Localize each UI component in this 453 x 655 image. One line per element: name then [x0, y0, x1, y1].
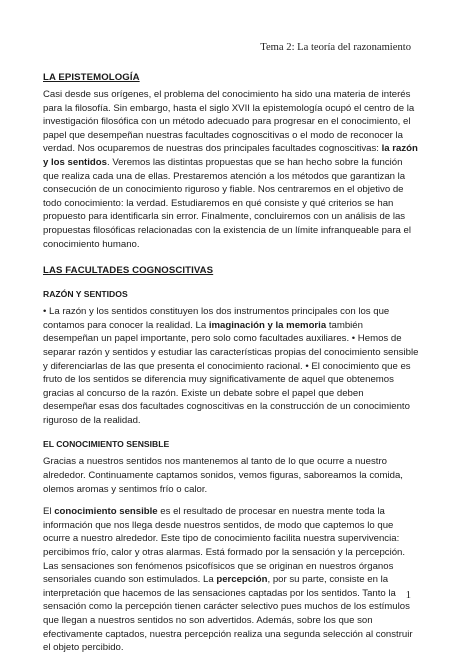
text-run: El [43, 506, 55, 518]
paragraph-conocimiento-sensible [43, 505, 419, 655]
text-run: , por su parte, consiste en la interpretación que hacemos de las sensaciones captadas por los sentidos. Tanto la sensación como la percepción tienen carácter selectivo pues muchos de los estímulos que llegan a nuestros sentidos no son advertidos. Además, sobre los que son efectivamente captados, nuestra percepción realiza una segunda selección al construir el objeto percibido. [43, 574, 413, 654]
text-run: Casi desde sus orígenes, el problema del conocimiento ha sido una materia de interés para la filosofía. Sin embargo, hasta el siglo XVII la epistemología ocupó el centro de la investigación filosófica con un método adecuado para progresar en el conocimiento, el papel que desempeñan nuestras facultades cognoscitivas o el modo de reconocer la verdad. Nos ocuparemos de nuestras dos principales facultades cognoscitivas: [43, 89, 415, 155]
bold-term-imaginacion-memoria: imaginación y la memoria [208, 319, 327, 331]
subsection-heading-razon-sentidos: RAZÓN Y SENTIDOS [43, 289, 128, 300]
section-heading-epistemologia: LA EPISTEMOLOGÍA [43, 72, 140, 83]
bold-term-percepcion: percepción [216, 574, 268, 586]
page-number: 1 [405, 590, 411, 601]
paragraph-razon-sentidos [43, 305, 419, 427]
section-heading-facultades: LAS FACULTADES COGNOSCITIVAS [43, 265, 214, 277]
text-run: también desempeñan un papel importante, pero solo como facultades auxiliares. • Hemos de separar razón y sentidos y estudiar las características propias del conocimiento sensible y diferenciarlas de las que presenta el conocimiento racional. • El conocimiento que es fruto de los sentidos se diferencia muy significativamente de aquel que obtenemos gracias al concurso de la razón. Existe un debate sobre el papel que deben desempeñar esas dos facultades cognoscitivas en la construcción de un conocimiento riguroso de la realidad. [43, 319, 419, 426]
paragraph-epistemologia [43, 88, 419, 251]
text-run: . Veremos las distintas propuestas que se han hecho sobre la función que realiza cada una de ellas. Prestaremos atención a los métodos que garantizan la consecución de un conocimiento riguroso y fiable. Nos centraremos en el objetivo de todo conocimiento: la verdad. Estudiaremos en qué consiste y qué criterios se han propuesto para identificarla sin error. Finalmente, concluiremos con un análisis de las propuestas filosóficas relacionadas con la existencia de un límite infranqueable para el conocimiento humano. [43, 156, 411, 250]
page-content [43, 71, 419, 655]
paragraph-sentidos-intro: Gracias a nuestros sentidos nos mantenemos al tanto de lo que ocurre a nuestro alrededor. Continuamente captamos sonidos, vemos figuras, saboreamos la comida, olemos aromas y sentimos frío o calor. [43, 456, 403, 495]
bold-term-conocimiento-sensible: conocimiento sensible [54, 506, 158, 518]
running-header: Tema 2: La teoría del razonamiento [260, 42, 411, 53]
text-run: • La razón y los sentidos constituyen los dos instrumentos principales con los que contamos para conocer la realidad. La [43, 306, 390, 331]
subsection-heading-conocimiento-sensible: EL CONOCIMIENTO SENSIBLE [43, 439, 170, 450]
bold-term-razon-sentidos: la razón y los sentidos [43, 143, 418, 168]
text-run: es el resultado de procesar en nuestra mente toda la información que nos llega desde nuestros sentidos, de modo que captemos lo que ocurre a nuestro alrededor. Este tipo de conocimiento facilita nuestra supervivencia: percibimos frío, calor y otras alarmas. Está formado por la sensación y la percepción. Las sensaciones son fenómenos psicofísicos que se originan en nuestros órganos sensoriales cuando son estimulados. La [43, 506, 406, 586]
